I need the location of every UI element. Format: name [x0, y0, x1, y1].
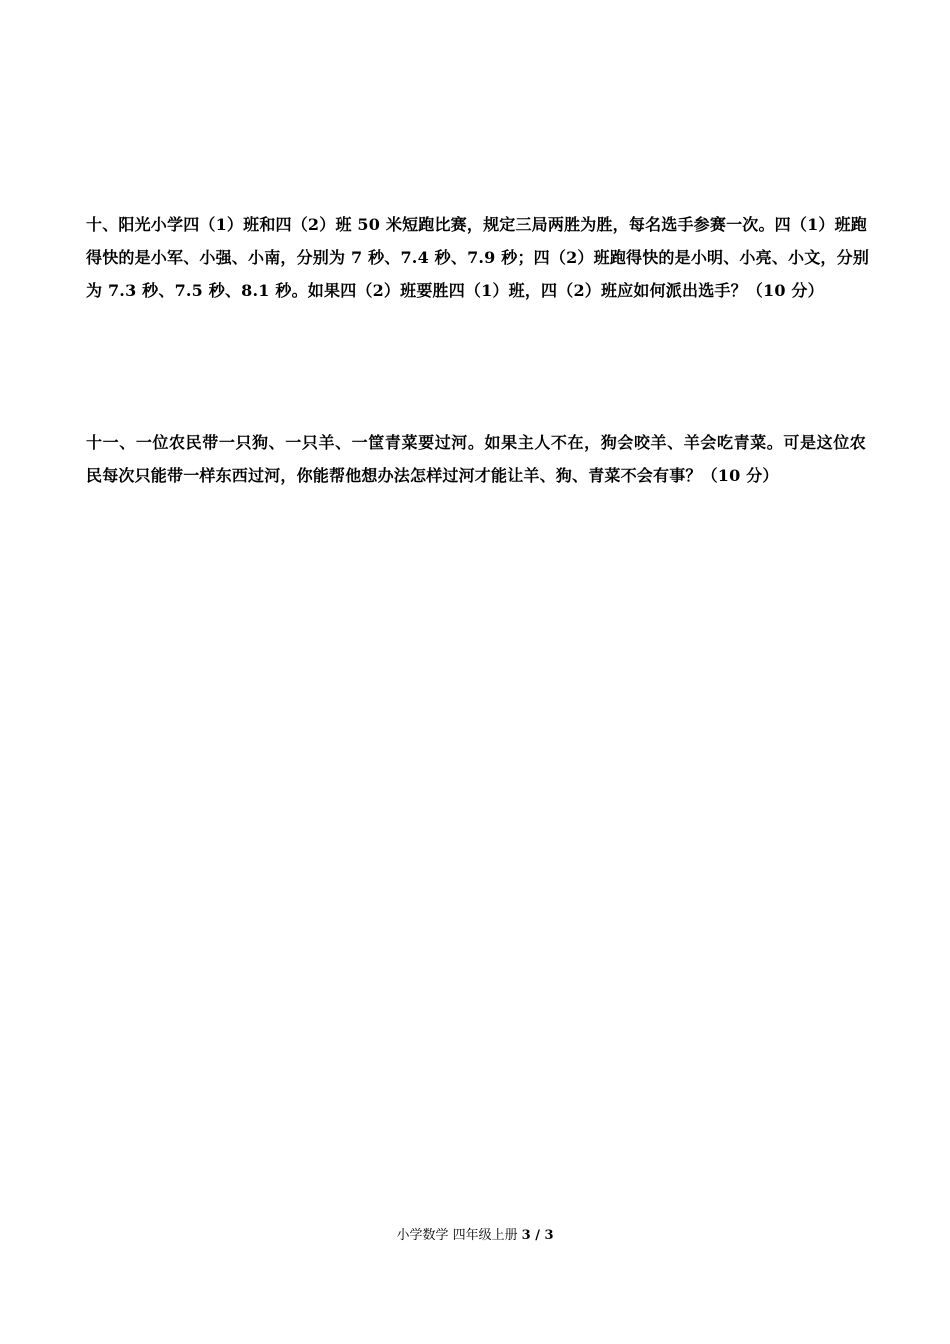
question-10 [86, 208, 870, 307]
page-footer [0, 1226, 950, 1246]
question-text-line: 民每次只能带一样东西过河，你能帮他想办法怎样过河才能让羊、狗、青菜不会有事？（10 分） [86, 466, 779, 485]
footer-page-number: 3 / 3 [521, 1228, 554, 1243]
footer-subject: 小学数学 四年级上册 [396, 1228, 518, 1243]
question-text-line: 为 7.3 秒、7.5 秒、8.1 秒。如果四（2）班要胜四（1）班，四（2）班应如何派出选手？（10 分） [86, 281, 824, 300]
question-text-line: 十一、一位农民带一只狗、一只羊、一筐青菜要过河。如果主人不在，狗会咬羊、羊会吃青菜。可是这位农 [86, 433, 866, 452]
question-text-line: 十、阳光小学四（1）班和四（2）班 50 米短跑比赛，规定三局两胜为胜，每名选手参赛一次。四（1）班跑 [86, 215, 868, 234]
question-text-line: 得快的是小军、小强、小南，分别为 7 秒、7.4 秒、7.9 秒；四（2）班跑得快的是小明、小亮、小文，分别 [86, 248, 870, 267]
question-11 [86, 426, 866, 492]
